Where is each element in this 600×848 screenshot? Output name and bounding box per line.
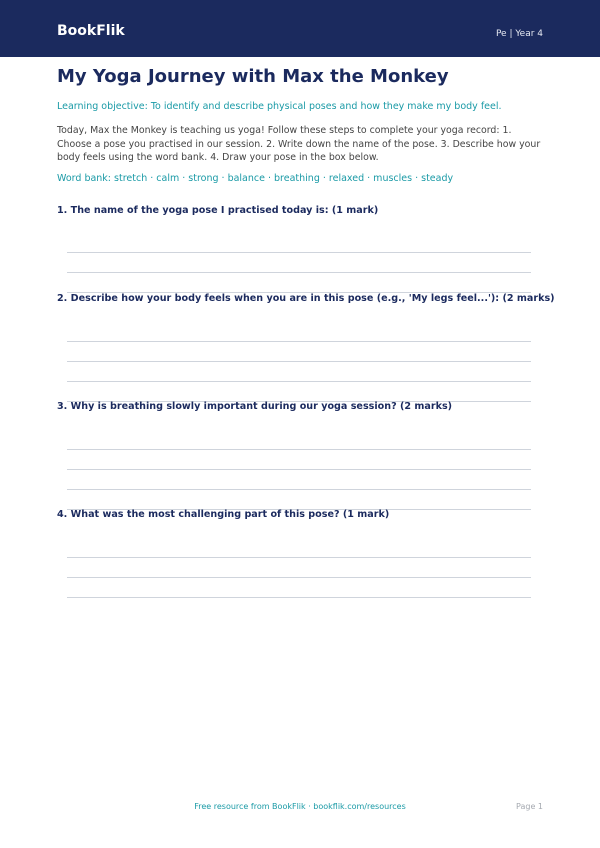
answer-line[interactable] bbox=[67, 252, 531, 253]
question-4: 4. What was the most challenging part of this pose? (1 mark) bbox=[57, 509, 390, 520]
page-number: Page 1 bbox=[516, 802, 543, 811]
answer-line[interactable] bbox=[67, 272, 531, 273]
answer-line[interactable] bbox=[67, 469, 531, 470]
word-bank: Word bank: stretch · calm · strong · balance · breathing · relaxed · muscles · steady bbox=[57, 173, 454, 184]
instructions-text: Today, Max the Monkey is teaching us yoga! Follow these steps to complete your yoga record: 1. Choose a pose you practised in our session. 2. Write down the name of the pose. 3. Describe how your body feels using the word bank. 4. Draw your pose in the box below. bbox=[57, 125, 541, 164]
question-2: 2. Describe how your body feels when you are in this pose (e.g., 'My legs feel...'): (2 marks) bbox=[57, 293, 555, 304]
answer-line[interactable] bbox=[67, 597, 531, 598]
answer-line[interactable] bbox=[67, 577, 531, 578]
brand-logo[interactable]: BookFlik bbox=[57, 23, 125, 39]
question-3: 3. Why is breathing slowly important during our yoga session? (2 marks) bbox=[57, 401, 453, 412]
footer-credit[interactable]: Free resource from BookFlik · bookflik.com/resources bbox=[194, 802, 406, 811]
answer-line[interactable] bbox=[67, 557, 531, 558]
question-1: 1. The name of the yoga pose I practised today is: (1 mark) bbox=[57, 205, 379, 216]
page-title: My Yoga Journey with Max the Monkey bbox=[57, 66, 449, 87]
learning-objective: Learning objective: To identify and describe physical poses and how they make my body feel. bbox=[57, 101, 502, 112]
header-bar bbox=[0, 0, 600, 57]
answer-line[interactable] bbox=[67, 341, 531, 342]
answer-line[interactable] bbox=[67, 381, 531, 382]
answer-line[interactable] bbox=[67, 449, 531, 450]
answer-line[interactable] bbox=[67, 361, 531, 362]
answer-line[interactable] bbox=[67, 489, 531, 490]
subject-year-label: Pe | Year 4 bbox=[495, 29, 543, 39]
